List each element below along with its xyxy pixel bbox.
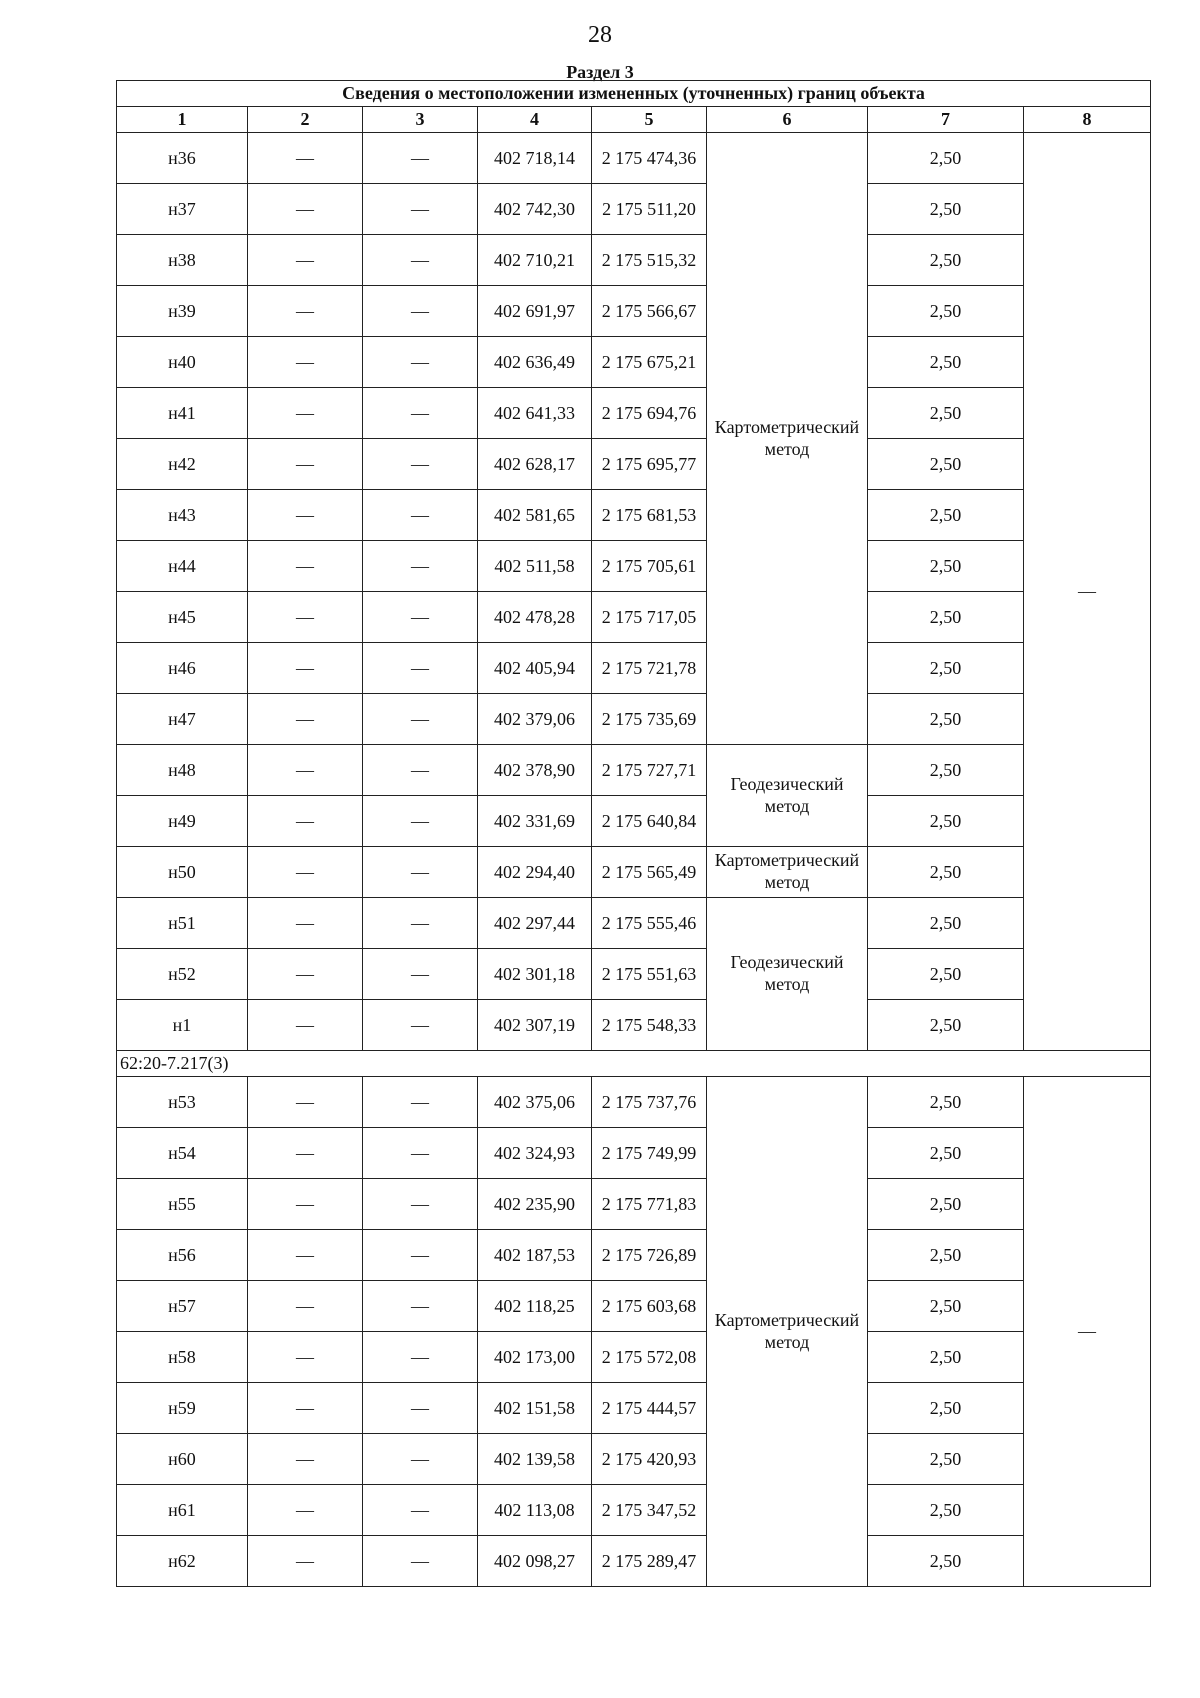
x-coordinate: 402 324,93 [478, 1128, 592, 1179]
point-name: н52 [117, 949, 248, 1000]
table-row [117, 796, 1151, 847]
accuracy-value: 2,50 [868, 337, 1024, 388]
table-row [117, 337, 1151, 388]
y-coordinate: 2 175 572,08 [592, 1332, 707, 1383]
column-number-3: 3 [363, 107, 478, 133]
accuracy-value: 2,50 [868, 898, 1024, 949]
point-name: н47 [117, 694, 248, 745]
point-name: н37 [117, 184, 248, 235]
accuracy-value: 2,50 [868, 1383, 1024, 1434]
accuracy-value: 2,50 [868, 1230, 1024, 1281]
column-3-dash: — [363, 1128, 478, 1179]
column-3-dash: — [363, 337, 478, 388]
column-3-dash: — [363, 643, 478, 694]
point-name: н44 [117, 541, 248, 592]
accuracy-value: 2,50 [868, 235, 1024, 286]
table-row [117, 286, 1151, 337]
y-coordinate: 2 175 551,63 [592, 949, 707, 1000]
y-coordinate: 2 175 603,68 [592, 1281, 707, 1332]
column-2-dash: — [248, 490, 363, 541]
point-name: н46 [117, 643, 248, 694]
table-row [117, 1077, 1151, 1128]
y-coordinate: 2 175 511,20 [592, 184, 707, 235]
group-label-row [117, 1051, 1151, 1077]
column-2-dash: — [248, 1128, 363, 1179]
y-coordinate: 2 175 515,32 [592, 235, 707, 286]
table-row [117, 898, 1151, 949]
column-3-dash: — [363, 745, 478, 796]
column-2-dash: — [248, 337, 363, 388]
column-2-dash: — [248, 694, 363, 745]
column-2-dash: — [248, 541, 363, 592]
x-coordinate: 402 378,90 [478, 745, 592, 796]
column-2-dash: — [248, 439, 363, 490]
column-2-dash: — [248, 745, 363, 796]
column-8-dash: — [1024, 133, 1151, 1051]
accuracy-value: 2,50 [868, 1128, 1024, 1179]
x-coordinate: 402 478,28 [478, 592, 592, 643]
point-name: н50 [117, 847, 248, 898]
x-coordinate: 402 173,00 [478, 1332, 592, 1383]
point-name: н36 [117, 133, 248, 184]
y-coordinate: 2 175 289,47 [592, 1536, 707, 1587]
x-coordinate: 402 636,49 [478, 337, 592, 388]
point-name: н53 [117, 1077, 248, 1128]
column-3-dash: — [363, 184, 478, 235]
x-coordinate: 402 294,40 [478, 847, 592, 898]
accuracy-value: 2,50 [868, 847, 1024, 898]
page-number: 28 [588, 22, 612, 48]
column-3-dash: — [363, 235, 478, 286]
accuracy-value: 2,50 [868, 490, 1024, 541]
column-2-dash: — [248, 1434, 363, 1485]
table-row [117, 439, 1151, 490]
column-3-dash: — [363, 1281, 478, 1332]
column-2-dash: — [248, 184, 363, 235]
column-3-dash: — [363, 1230, 478, 1281]
column-3-dash: — [363, 898, 478, 949]
accuracy-value: 2,50 [868, 745, 1024, 796]
column-3-dash: — [363, 286, 478, 337]
column-2-dash: — [248, 1230, 363, 1281]
point-name: н56 [117, 1230, 248, 1281]
method-cell: Геодезический метод [707, 745, 868, 847]
group-label: 62:20-7.217(3) [117, 1051, 1151, 1077]
accuracy-value: 2,50 [868, 184, 1024, 235]
table-row [117, 1434, 1151, 1485]
point-name: н48 [117, 745, 248, 796]
point-name: н1 [117, 1000, 248, 1051]
x-coordinate: 402 118,25 [478, 1281, 592, 1332]
accuracy-value: 2,50 [868, 949, 1024, 1000]
table-row [117, 235, 1151, 286]
column-number-1: 1 [117, 107, 248, 133]
table-caption: Сведения о местоположении измененных (уточненных) границ объекта [117, 81, 1151, 107]
accuracy-value: 2,50 [868, 796, 1024, 847]
table-row [117, 133, 1151, 184]
table-row [117, 1000, 1151, 1051]
column-3-dash: — [363, 1332, 478, 1383]
column-2-dash: — [248, 286, 363, 337]
column-number-2: 2 [248, 107, 363, 133]
y-coordinate: 2 175 695,77 [592, 439, 707, 490]
y-coordinate: 2 175 565,49 [592, 847, 707, 898]
column-2-dash: — [248, 1179, 363, 1230]
table-row [117, 1332, 1151, 1383]
column-3-dash: — [363, 694, 478, 745]
table-row [117, 1179, 1151, 1230]
table-row [117, 388, 1151, 439]
table-row [117, 1281, 1151, 1332]
x-coordinate: 402 375,06 [478, 1077, 592, 1128]
column-3-dash: — [363, 1485, 478, 1536]
point-name: н55 [117, 1179, 248, 1230]
table-row [117, 643, 1151, 694]
y-coordinate: 2 175 420,93 [592, 1434, 707, 1485]
accuracy-value: 2,50 [868, 694, 1024, 745]
table-row [117, 592, 1151, 643]
table-caption-row [117, 81, 1151, 107]
y-coordinate: 2 175 721,78 [592, 643, 707, 694]
method-cell: Картометрический метод [707, 1077, 868, 1587]
column-3-dash: — [363, 1536, 478, 1587]
x-coordinate: 402 511,58 [478, 541, 592, 592]
column-3-dash: — [363, 796, 478, 847]
y-coordinate: 2 175 681,53 [592, 490, 707, 541]
x-coordinate: 402 151,58 [478, 1383, 592, 1434]
method-cell: Геодезический метод [707, 898, 868, 1051]
point-name: н62 [117, 1536, 248, 1587]
table-row [117, 1128, 1151, 1179]
method-cell: Картометрический метод [707, 847, 868, 898]
column-2-dash: — [248, 847, 363, 898]
table-row [117, 1230, 1151, 1281]
y-coordinate: 2 175 347,52 [592, 1485, 707, 1536]
table-row [117, 745, 1151, 796]
y-coordinate: 2 175 474,36 [592, 133, 707, 184]
accuracy-value: 2,50 [868, 541, 1024, 592]
section-title: Раздел 3 [566, 62, 634, 82]
boundary-table [116, 80, 1151, 1587]
table-row [117, 184, 1151, 235]
table-row [117, 541, 1151, 592]
point-name: н40 [117, 337, 248, 388]
x-coordinate: 402 641,33 [478, 388, 592, 439]
point-name: н41 [117, 388, 248, 439]
column-3-dash: — [363, 592, 478, 643]
y-coordinate: 2 175 717,05 [592, 592, 707, 643]
accuracy-value: 2,50 [868, 1179, 1024, 1230]
column-2-dash: — [248, 235, 363, 286]
point-name: н45 [117, 592, 248, 643]
column-number-row [117, 107, 1151, 133]
accuracy-value: 2,50 [868, 1077, 1024, 1128]
column-3-dash: — [363, 388, 478, 439]
table-row [117, 1536, 1151, 1587]
x-coordinate: 402 379,06 [478, 694, 592, 745]
y-coordinate: 2 175 640,84 [592, 796, 707, 847]
table-row [117, 490, 1151, 541]
column-2-dash: — [248, 898, 363, 949]
column-2-dash: — [248, 1383, 363, 1434]
column-3-dash: — [363, 1077, 478, 1128]
column-3-dash: — [363, 1000, 478, 1051]
x-coordinate: 402 297,44 [478, 898, 592, 949]
column-3-dash: — [363, 541, 478, 592]
table-row [117, 1485, 1151, 1536]
accuracy-value: 2,50 [868, 1281, 1024, 1332]
point-name: н59 [117, 1383, 248, 1434]
column-2-dash: — [248, 1281, 363, 1332]
point-name: н58 [117, 1332, 248, 1383]
accuracy-value: 2,50 [868, 1536, 1024, 1587]
column-number-5: 5 [592, 107, 707, 133]
accuracy-value: 2,50 [868, 643, 1024, 694]
column-2-dash: — [248, 592, 363, 643]
accuracy-value: 2,50 [868, 1000, 1024, 1051]
column-2-dash: — [248, 133, 363, 184]
x-coordinate: 402 405,94 [478, 643, 592, 694]
point-name: н38 [117, 235, 248, 286]
x-coordinate: 402 235,90 [478, 1179, 592, 1230]
x-coordinate: 402 742,30 [478, 184, 592, 235]
column-2-dash: — [248, 643, 363, 694]
y-coordinate: 2 175 555,46 [592, 898, 707, 949]
accuracy-value: 2,50 [868, 439, 1024, 490]
y-coordinate: 2 175 771,83 [592, 1179, 707, 1230]
column-2-dash: — [248, 388, 363, 439]
y-coordinate: 2 175 694,76 [592, 388, 707, 439]
column-8-dash: — [1024, 1077, 1151, 1587]
column-3-dash: — [363, 1383, 478, 1434]
y-coordinate: 2 175 727,71 [592, 745, 707, 796]
table-row [117, 1383, 1151, 1434]
table-row [117, 949, 1151, 1000]
point-name: н43 [117, 490, 248, 541]
accuracy-value: 2,50 [868, 1434, 1024, 1485]
column-2-dash: — [248, 1536, 363, 1587]
y-coordinate: 2 175 705,61 [592, 541, 707, 592]
x-coordinate: 402 581,65 [478, 490, 592, 541]
x-coordinate: 402 098,27 [478, 1536, 592, 1587]
column-2-dash: — [248, 1077, 363, 1128]
column-2-dash: — [248, 1485, 363, 1536]
y-coordinate: 2 175 566,67 [592, 286, 707, 337]
column-3-dash: — [363, 1179, 478, 1230]
point-name: н57 [117, 1281, 248, 1332]
x-coordinate: 402 710,21 [478, 235, 592, 286]
x-coordinate: 402 139,58 [478, 1434, 592, 1485]
accuracy-value: 2,50 [868, 388, 1024, 439]
x-coordinate: 402 187,53 [478, 1230, 592, 1281]
accuracy-value: 2,50 [868, 1485, 1024, 1536]
point-name: н42 [117, 439, 248, 490]
column-number-6: 6 [707, 107, 868, 133]
method-cell: Картометрический метод [707, 133, 868, 745]
column-2-dash: — [248, 1000, 363, 1051]
x-coordinate: 402 331,69 [478, 796, 592, 847]
table-row [117, 847, 1151, 898]
y-coordinate: 2 175 735,69 [592, 694, 707, 745]
column-2-dash: — [248, 796, 363, 847]
point-name: н39 [117, 286, 248, 337]
y-coordinate: 2 175 675,21 [592, 337, 707, 388]
point-name: н51 [117, 898, 248, 949]
accuracy-value: 2,50 [868, 592, 1024, 643]
column-number-4: 4 [478, 107, 592, 133]
table-row [117, 694, 1151, 745]
accuracy-value: 2,50 [868, 1332, 1024, 1383]
point-name: н54 [117, 1128, 248, 1179]
point-name: н49 [117, 796, 248, 847]
x-coordinate: 402 718,14 [478, 133, 592, 184]
column-number-8: 8 [1024, 107, 1151, 133]
point-name: н60 [117, 1434, 248, 1485]
table-body [117, 81, 1151, 1587]
column-2-dash: — [248, 949, 363, 1000]
y-coordinate: 2 175 726,89 [592, 1230, 707, 1281]
x-coordinate: 402 691,97 [478, 286, 592, 337]
y-coordinate: 2 175 749,99 [592, 1128, 707, 1179]
x-coordinate: 402 307,19 [478, 1000, 592, 1051]
column-number-7: 7 [868, 107, 1024, 133]
column-3-dash: — [363, 490, 478, 541]
y-coordinate: 2 175 737,76 [592, 1077, 707, 1128]
column-3-dash: — [363, 847, 478, 898]
column-3-dash: — [363, 133, 478, 184]
y-coordinate: 2 175 548,33 [592, 1000, 707, 1051]
x-coordinate: 402 113,08 [478, 1485, 592, 1536]
accuracy-value: 2,50 [868, 286, 1024, 337]
accuracy-value: 2,50 [868, 133, 1024, 184]
y-coordinate: 2 175 444,57 [592, 1383, 707, 1434]
column-3-dash: — [363, 439, 478, 490]
column-3-dash: — [363, 949, 478, 1000]
column-2-dash: — [248, 1332, 363, 1383]
point-name: н61 [117, 1485, 248, 1536]
column-3-dash: — [363, 1434, 478, 1485]
x-coordinate: 402 628,17 [478, 439, 592, 490]
x-coordinate: 402 301,18 [478, 949, 592, 1000]
